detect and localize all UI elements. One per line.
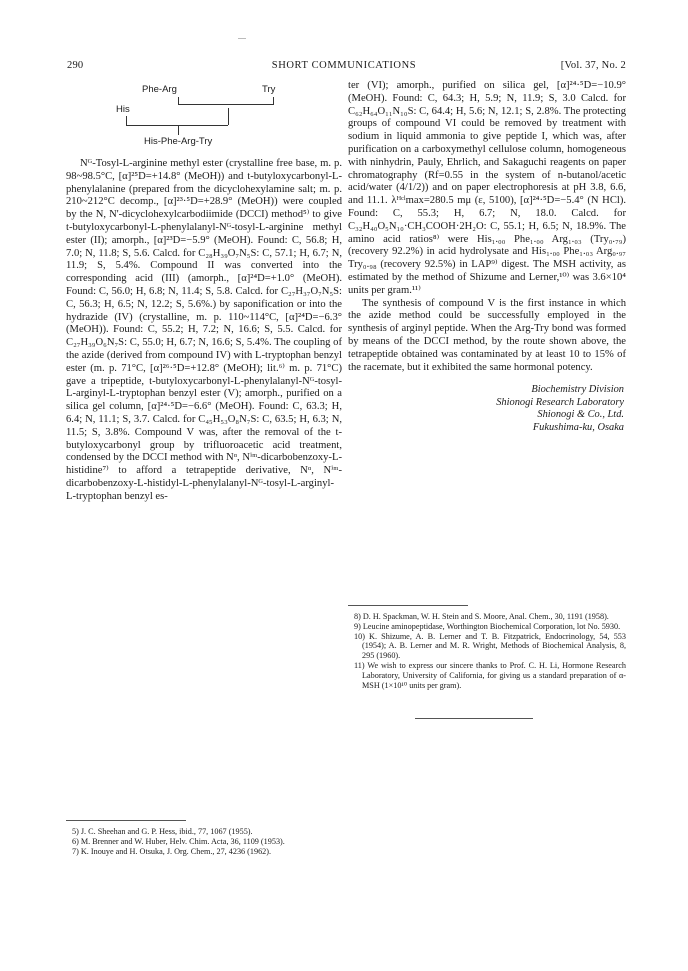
scheme-phe-arg: Phe-Arg [142, 84, 177, 95]
right-column [348, 80, 626, 434]
footnote: 10) K. Shizume, A. B. Lerner and T. B. Fitzpatrick, Endocrinology, 54, 553 (1954); A. B. Lerner and M. R. Wright, Methods of Biochemical Analysis, 8, 295 (1960). [354, 631, 626, 661]
affiliation-location: Fukushima-ku, Osaka [532, 421, 624, 433]
body-paragraph: The synthesis of compound V is the first instance in which the azide method could be successfully employed in the synthesis of arginyl peptide. When the Arg-Try bond was formed by means of the DCCI method, by the route shown above, the tetrapeptide obtained was contaminated by at least 10 to 15% of the racemate, but it exhibited the same hormonal potency. [348, 297, 626, 373]
footnote-rule [348, 605, 468, 606]
synthesis-scheme [66, 80, 342, 152]
body-paragraph: ter (VI); amorph., purified on silica gel, [α]²⁴·⁵D=−10.9° (MeOH). Found: C, 64.3; H, 5.9; N, 11.9; S, 3.0 Calcd. for C₆₂H₆₄O₁₁N₁₀S: C, 64.4; H, 5.6; N, 12.1; S, 2.8%. The protecting groups of compound VI could be removed by treatment with sodium in liquid ammonia to give peptide I, which was, after purification on a carboxymethyl cellulose column, homogeneous with ninhydrin, Pauly, Ehrlich, and Sakaguchi reagents on paper chromatography (Rf=0.55 in the system of n-butanol/acetic acid/water (4/1/2)) and on paper electrophoresis at pH 3.8, 6.6, and 11.1. λᴴᶜˡmax=280.5 mμ (ε, 5100), [α]²⁴·⁵D=−5.4° (N HCl). Found: C, 55.3; H, 6.7; N, 18.0. Calcd. for C₃₂H₄₀O₅N₁₀·CH₃COOH·2H₂O: C, 55.1; H, 6.5; N, 18.9%. The amino acid ratios⁸⁾ were His₁.₀₀ Phe₁.₀₀ Arg₁.₀₃ (Try₀.₇₉) (recovery 92.2%) in acid hydrolysate and His₁.₀₀ Phe₁.₀₃ Arg₀.₉₇ Try₀.₉₈ (recovery 92.5%) in LAP⁹⁾ digest. The MSH activity, as estimated by the method of Shizume and Lerner,¹⁰⁾ was 3.6×10⁴ units per gram.¹¹⁾ [348, 80, 626, 296]
footnotes-left [66, 820, 342, 856]
end-rule [415, 718, 533, 719]
left-column [66, 80, 342, 504]
footnote-rule [66, 820, 186, 821]
scheme-line [178, 104, 274, 105]
scheme-line [273, 97, 274, 104]
scheme-line [126, 116, 127, 125]
scheme-product: His-Phe-Arg-Try [144, 136, 213, 147]
scheme-line [126, 125, 228, 126]
affiliation-lab: Shionogi Research Laboratory [496, 396, 624, 408]
scheme-line [228, 108, 229, 125]
affiliation-division: Biochemistry Division [531, 384, 624, 396]
scheme-line [178, 126, 179, 135]
footnote: 8) D. H. Spackman, W. H. Stein and S. Moore, Anal. Chem., 30, 1191 (1958). [354, 612, 609, 621]
scheme-try: Try [262, 84, 276, 95]
affiliation [348, 384, 626, 434]
footnotes-right [348, 605, 626, 690]
footnote: 7) K. Inouye and H. Otsuka, J. Org. Chem., 27, 4236 (1962). [72, 846, 272, 856]
affiliation-company: Shionogi & Co., Ltd. [537, 409, 624, 421]
footnote: 9) Leucine aminopeptidase, Worthington Biochemical Corporation, lot No. 5930. [354, 621, 621, 631]
page-number: 290 [67, 60, 84, 71]
scan-mark [238, 38, 246, 39]
body-paragraph: Nᴳ-Tosyl-L-arginine methyl ester (crystalline free base, m. p. 98~98.5°C, [α]²⁵D=+14.8° (MeOH)) and t-butyloxycarbonyl-L-phenylalanine (prepared from the dicyclohexylamine salt; m. p. 210~212°C decomp., [α]²³·⁵D=+28.9° (MeOH)) were coupled by the N, N'-dicyclohexylcarbodiimide (DCCI) method⁵⁾ to give t-butyloxycarbonyl-L-phenylalanyl-Nᴳ-tosyl-L-arginine methyl ester (II); amorph., [α]²³D=−5.9° (MeOH). Found: C, 56.8; H, 7.0; N, 11.8; S, 5.6. Calcd. for C₂₈H₃₉O₇N₅S: C, 57.1; H, 6.7; N, 11.9; S, 5.4%. Compound II was converted into the corresponding acid (III) (amorph., [α]²⁴D=+1.0° (MeOH). Found: C, 56.0; H, 6.8; N, 11.4; S, 5.8. Calcd. for C₂₇H₃₇O₇N₅S: C, 56.3; H, 6.5; N, 12.2; S, 5.6%.) by saponification or into the hydrazide (IV) (crystalline, m. p. 110~114°C, [α]²⁴D=−6.3° (MeOH)). Found: C, 55.2; H, 7.2; N, 16.6; S, 5.5. Calcd. for C₂₇H₃₉O₆N₇S: C, 55.0; H, 6.7; N, 16.6; S, 5.4%. The coupling of the azide (derived from compound IV) with L-tryptophan benzyl ester (m. p. 71°C, [α]²⁶·⁵D=+12.8° (MeOH); lit.⁶⁾ m. p. 71°C) gave a tripeptide, t-butyloxycarbonyl-L-phenylalanyl-Nᴳ-tosyl-L-arginyl-L-tryptophan benzyl ester (V); amorph., purified on a silica gel column, [α]²⁴·⁵D=−6.6° (MeOH). Found: C, 63.3; H, 6.4; N, 11.1; S, 3.7. Calcd. for C₄₅H₅₃O₈N₇S: C, 63.5; H, 6.3; N, 11.5; S, 3.8%. Compound V was, after the removal of the t-butyloxycarbonyl group by trifluoroacetic acid treatment, condensed by the DCCI method with Nᵅ, Nⁱᵐ-dicarbobenzoxy-L-histidine⁷⁾ to afford a tetrapeptide derivative, Nᵅ, Nⁱᵐ-dicarbobenzoxy-L-histidyl-L-phenylalanyl-Nᴳ-tosyl-L-arginyl-L-tryptophan benzyl es- [66, 158, 343, 502]
scheme-his: His [116, 104, 130, 115]
footnote: 11) We wish to express our sincere thanks to Prof. C. H. Li, Hormone Research Laboratory, University of California, for giving us a standard preparation of α-MSH (1×10¹⁰ units per gram). [354, 660, 626, 690]
volume-info: [Vol. 37, No. 2 [560, 60, 626, 71]
running-title: SHORT COMMUNICATIONS [271, 60, 417, 71]
footnote: 5) J. C. Sheehan and G. P. Hess, ibid., 77, 1067 (1955). [72, 827, 253, 836]
scheme-line [178, 97, 179, 104]
footnote: 6) M. Brenner and W. Huber, Helv. Chim. Acta, 36, 1109 (1953). [72, 836, 285, 846]
